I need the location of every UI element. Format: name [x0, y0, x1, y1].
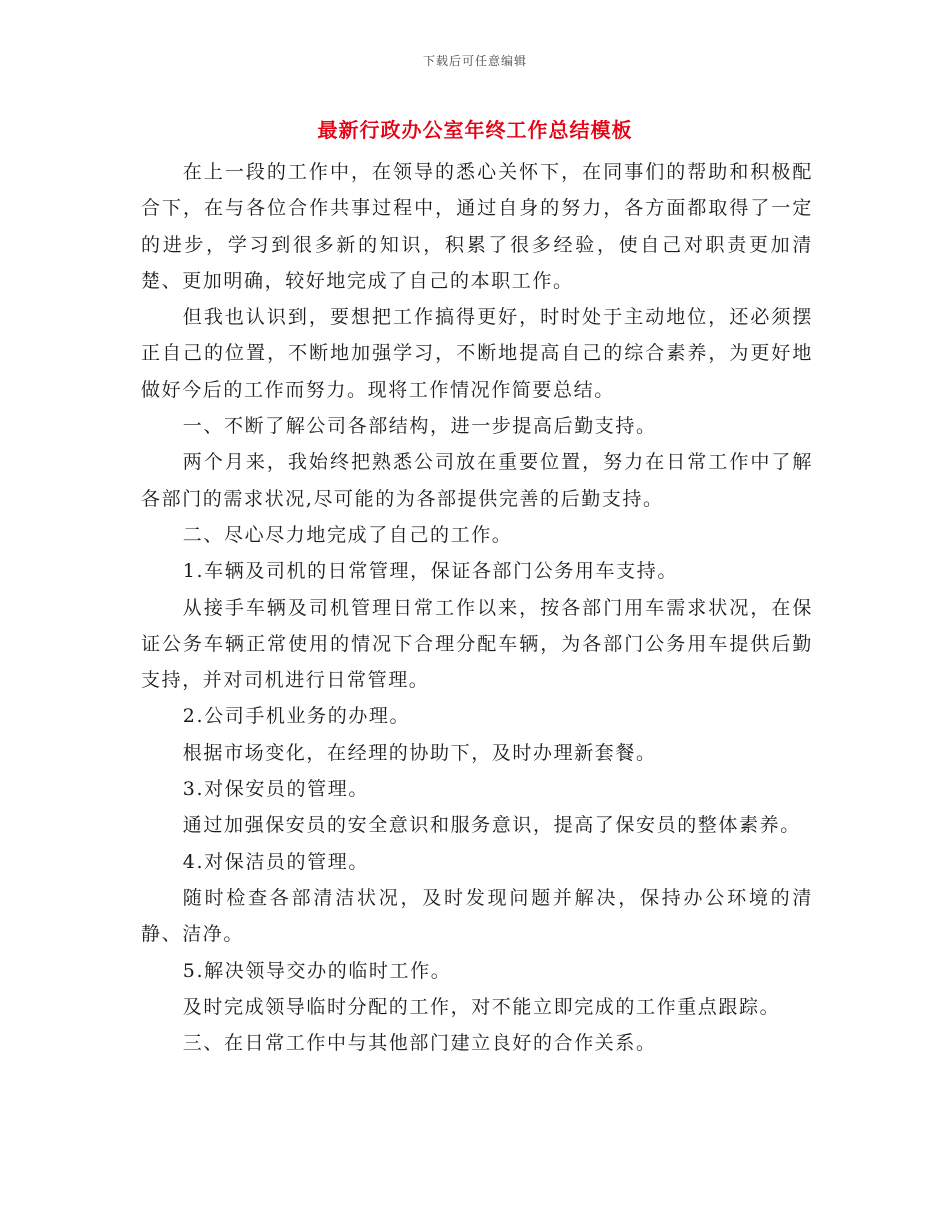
- subsection-heading: 2.公司手机业务的办理。: [182, 705, 411, 728]
- document-title: 最新行政办公室年终工作总结模板: [317, 118, 633, 142]
- paragraph: 但我也认识到，要想把工作搞得更好，时时处于主动地位，还必须摆正自己的位置，不断地加强学习，不断地提高自己的综合素养，为更好地做好今后的工作而努力。现将工作情况作简要总结。: [141, 306, 813, 401]
- section-heading: 三、在日常工作中与其他部门建立良好的合作关系。: [182, 1032, 657, 1055]
- section-heading: 一、不断了解公司各部结构，进一步提高后勤支持。: [182, 415, 657, 438]
- paragraph: 在上一段的工作中，在领导的悉心关怀下，在同事们的帮助和积极配合下，在与各位合作共事过程中，通过自身的努力，各方面都取得了一定的进步，学习到很多新的知识，积累了很多经验，使自己对职责更加清楚、更加明确，较好地完成了自己的本职工作。: [141, 161, 813, 292]
- subsection-heading: 4.对保洁员的管理。: [182, 850, 369, 873]
- subsection-heading: 3.对保安员的管理。: [182, 778, 369, 801]
- paragraph: 随时检查各部清洁状况，及时发现问题并解决，保持办公环境的清静、洁净。: [141, 886, 813, 946]
- subsection-heading: 1.车辆及司机的日常管理，保证各部门公务用车支持。: [182, 560, 678, 583]
- section-heading: 二、尽心尽力地完成了自己的工作。: [182, 523, 513, 546]
- paragraph: 通过加强保安员的安全意识和服务意识，提高了保安员的整体素养。: [182, 814, 801, 837]
- document-body: [141, 154, 813, 1061]
- paragraph: 两个月来，我始终把熟悉公司放在重要位置，努力在日常工作中了解各部门的需求状况,尽可能的为各部提供完善的后勤支持。: [141, 451, 813, 510]
- subsection-heading: 5.解决领导交办的临时工作。: [182, 959, 452, 982]
- paragraph: 根据市场变化，在经理的协助下，及时办理新套餐。: [182, 741, 657, 764]
- page-header-note: 下载后可任意编辑: [422, 54, 527, 68]
- paragraph: 及时完成领导临时分配的工作，对不能立即完成的工作重点跟踪。: [182, 995, 781, 1018]
- paragraph: 从接手车辆及司机管理日常工作以来，按各部门用车需求状况，在保证公务车辆正常使用的情况下合理分配车辆，为各部门公务用车提供后勤支持，并对司机进行日常管理。: [141, 596, 813, 692]
